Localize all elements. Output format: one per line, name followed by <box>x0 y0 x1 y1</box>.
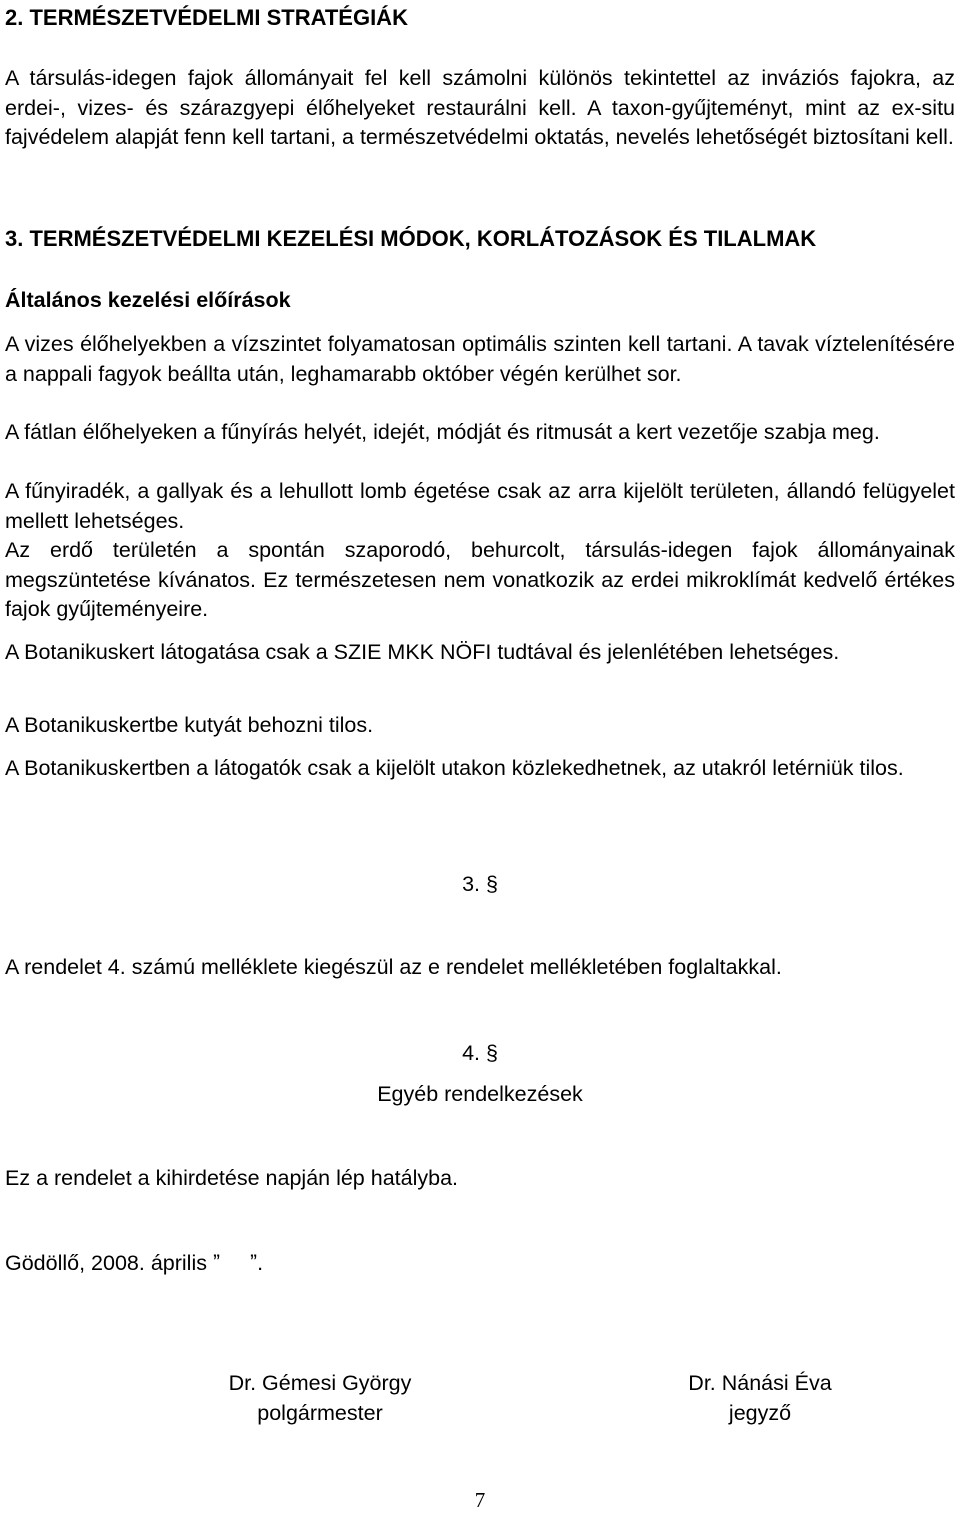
signature-right <box>610 1368 910 1428</box>
signature-right-name: Dr. Nánási Éva <box>688 1371 832 1395</box>
page-number: 7 <box>474 1488 486 1512</box>
paragraph-4-title: Egyéb rendelkezések <box>377 1082 583 1106</box>
signature-left-name: Dr. Gémesi György <box>228 1371 412 1395</box>
section2-heading: 2. TERMÉSZETVÉDELMI STRATÉGIÁK <box>5 5 408 30</box>
paragraph-4-text: Ez a rendelet a kihirdetése napján lép hatályba. <box>5 1166 459 1190</box>
signature-right-role: jegyző <box>728 1401 792 1425</box>
section3-subheading: Általános kezelési előírások <box>5 288 291 312</box>
rule-invasive-species: Az erdő területén a spontán szaporodó, behurcolt, társulás-idegen fajok állományainak megszüntetése kívánatos. Ez természetesen nem vonatkozik az erdei mikroklímát kedvelő értékes fajok gyűjteményeire. <box>5 538 955 621</box>
section2-text: A társulás-idegen fajok állományait fel kell számolni különös tekintettel az inváziós fajokra, az erdei-, vizes- és szárazgyepi élőhelyeket restaurálni kell. A taxon-gyűjteményt, mint az ex-situ fajvédelem alapját fenn kell tartani, a természetvédelmi oktatás, nevelés lehetőségét biztosítani kell. <box>5 66 955 149</box>
rule-visiting: A Botanikuskert látogatása csak a SZIE MKK NÖFI tudtával és jelenlétében lehetséges. <box>5 640 840 664</box>
signature-left <box>170 1368 470 1428</box>
place-date: Gödöllő, 2008. április ˮ ˮ. <box>5 1251 264 1275</box>
paragraph-3-number: 3. § <box>462 872 498 896</box>
paragraph-4-number: 4. § <box>462 1041 498 1065</box>
rule-water-levels: A vizes élőhelyekben a vízszintet folyamatosan optimális szinten kell tartani. A tavak víztelenítésére a nappali fagyok beállta után, leghamarabb október végén kerülhet sor. <box>5 332 955 386</box>
section3-heading: 3. TERMÉSZETVÉDELMI KEZELÉSI MÓDOK, KORLÁTOZÁSOK ÉS TILALMAK <box>5 226 817 251</box>
rule-mowing: A fátlan élőhelyeken a fűnyírás helyét, idejét, módját és ritmusát a kert vezetője szabja meg. <box>5 420 880 444</box>
rule-dogs: A Botanikuskertbe kutyát behozni tilos. <box>5 713 374 737</box>
paragraph-3-text: A rendelet 4. számú melléklete kiegészül az e rendelet mellékletében foglaltakkal. <box>5 955 782 979</box>
signature-left-role: polgármester <box>257 1401 383 1425</box>
rule-burning: A fűnyiradék, a gallyak és a lehullott lomb égetése csak az arra kijelölt területen, állandó felügyelet mellett lehetséges. <box>5 479 955 533</box>
rule-paths: A Botanikuskertben a látogatók csak a kijelölt utakon közlekedhetnek, az utakról letérniük tilos. <box>5 756 904 780</box>
